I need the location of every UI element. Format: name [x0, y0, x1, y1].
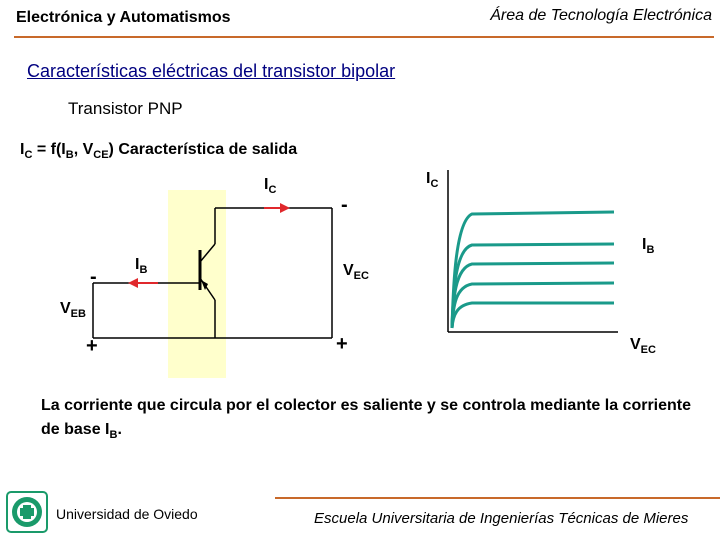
formula-label: $I_C = f(I_B$, $V_{CE}$) Característica de salida	[20, 141, 298, 162]
circuit-ib-label: $I_B$	[135, 256, 148, 277]
graph-ic-label: $I_C$	[426, 170, 439, 191]
circuit-minus-right: -	[341, 194, 348, 216]
header-area-title: Área de Tecnología Electrónica	[490, 7, 712, 24]
circuit-veb-label: $V_{EB}$	[60, 300, 86, 321]
curve-ib-4	[452, 212, 614, 328]
circuit-ic-label: $I_C$	[264, 176, 277, 197]
header-course-title: Electrónica y Automatismos	[16, 9, 231, 26]
graph-ib-label: $I_B$	[642, 236, 655, 257]
circuit-plus-right: +	[336, 333, 348, 355]
university-logo	[6, 491, 48, 533]
curve-ib-2	[452, 263, 614, 328]
circuit-vec-label: $V_{EC}$	[343, 262, 369, 283]
circuit-minus-left: -	[90, 266, 97, 288]
slide-subtitle: Transistor PNP	[68, 99, 183, 118]
curve-ib-1	[452, 283, 614, 328]
graph-vec-label: $V_{EC}$	[630, 336, 656, 357]
circuit-plus-left: +	[86, 335, 98, 357]
curve-ib-0	[452, 303, 614, 328]
description-text: La corriente que circula por el colector es saliente y se controla mediante la corriente de base $I_B$.	[41, 397, 692, 442]
footer-divider	[275, 497, 720, 499]
university-name: Universidad de Oviedo	[56, 506, 198, 522]
slide-title: Características eléctricas del transistor bipolar	[27, 61, 396, 81]
curve-ib-3	[452, 244, 614, 328]
school-name: Escuela Universitaria de Ingenierías Técnicas de Mieres	[314, 510, 689, 527]
